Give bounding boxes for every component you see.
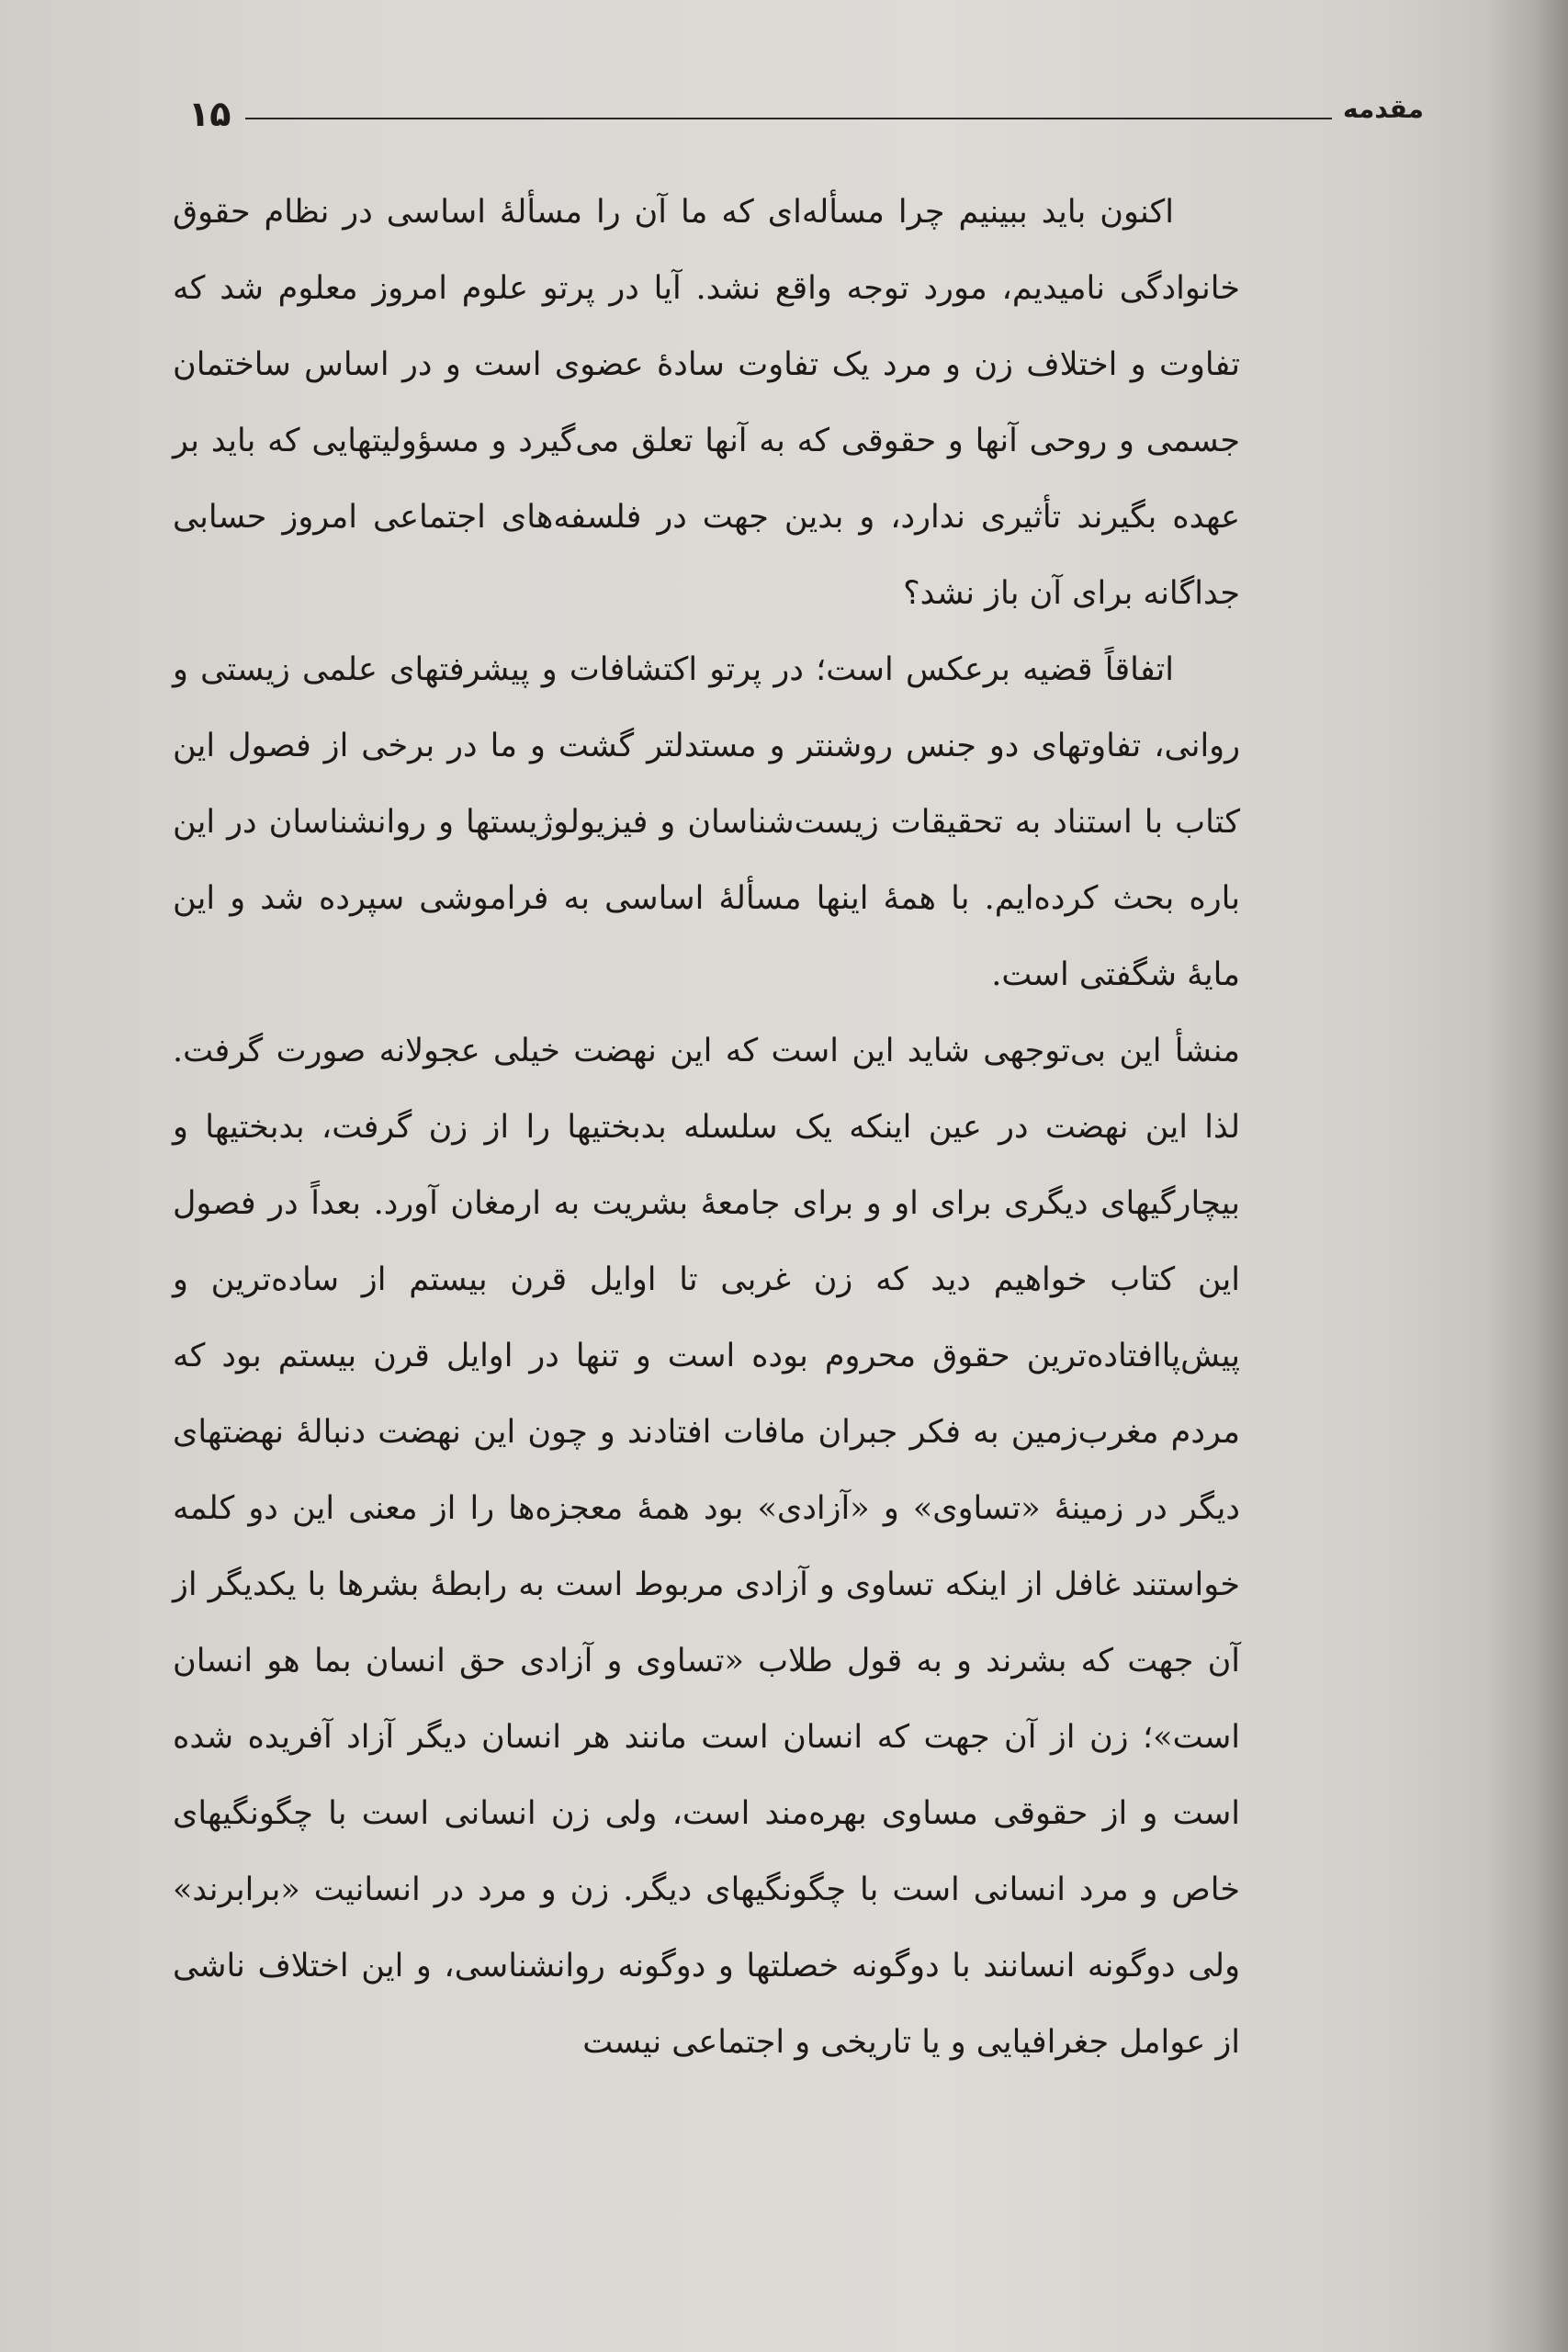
page-curl-shadow (1485, 0, 1568, 2352)
header-rule (245, 118, 1332, 119)
page-number: ۱۵ (188, 94, 231, 134)
paragraph-1: اکنون باید ببینیم چرا مسأله‌ای که ما آن را مسألهٔ اساسی در نظام حقوق خانوادگی نامیدیم، مورد توجه واقع نشد. آیا در پرتو علوم امروز معلوم شد که تفاوت و اختلاف زن و مرد یک تفاوت سادهٔ عضوی است و در اساس ساختمان جسمی و روحی آنها و حقوقی که به آنها تعلق می‌گیرد و مسؤولیتهایی که باید بر عهده بگیرند تأثیری ندارد، و بدین جهت در فلسفه‌های اجتماعی امروز حسابی جداگانه برای آن باز نشد؟ (173, 194, 1240, 612)
running-title: مقدمه (1343, 94, 1424, 124)
paragraph-3: منشأ این بی‌توجهی شاید این است که این نهضت خیلی عجولانه صورت گرفت. لذا این نهضت در عین اینکه یک سلسله بدبختیها را از زن گرفت، بدبختیها و بیچارگیهای دیگری برای او و برای جامعهٔ بشریت به ارمغان آورد. بعداً در فصول این کتاب خواهیم دید که زن غربی تا اوایل قرن بیستم از ساده‌ترین و پیش‌پاافتاده‌ترین حقوق محروم بوده است و تنها در اوایل قرن بیستم بود که مردم مغرب‌زمین به فکر جبران مافات افتادند و چون این نهضت دنبالهٔ نهضتهای دیگر در زمینهٔ «تساوی» و «آزادی» بود همهٔ معجزه‌ها را از معنی این دو کلمه خواستند غافل از اینکه تساوی و آزادی مربوط است به رابطهٔ بشرها با یکدیگر از آن جهت که بشرند و به قول طلاب «تساوی و آزادی حق انسان بما هو انسان است»؛ زن از آن جهت که انسان است مانند هر انسان دیگر آزاد آفریده شده است و از حقوقی مساوی بهره‌مند است، ولی زن انسانی است با چگونگیهای خاص و مرد انسانی است با چگونگیهای دیگر. زن و مرد در انسانیت «برابرند» ولی دوگونه انسانند با دوگونه خصلتها و دوگونه روانشناسی، و این اختلاف ناشی از عوامل جغرافیایی و یا تاریخی و اجتماعی نیست (173, 1033, 1240, 2061)
body-text (173, 175, 1240, 2081)
running-header (188, 90, 1424, 145)
paragraph-2: اتفاقاً قضیه برعکس است؛ در پرتو اکتشافات و پیشرفتهای علمی زیستی و روانی، تفاوتهای دو جنس روشنتر و مستدلتر گشت و ما در برخی از فصول این کتاب با استناد به تحقیقات زیست‌شناسان و فیزیولوژیستها و روانشناسان در این باره بحث کرده‌ایم. با همهٔ اینها مسألهٔ اساسی به فراموشی سپرده شد و این مایهٔ شگفتی است. (173, 651, 1240, 993)
